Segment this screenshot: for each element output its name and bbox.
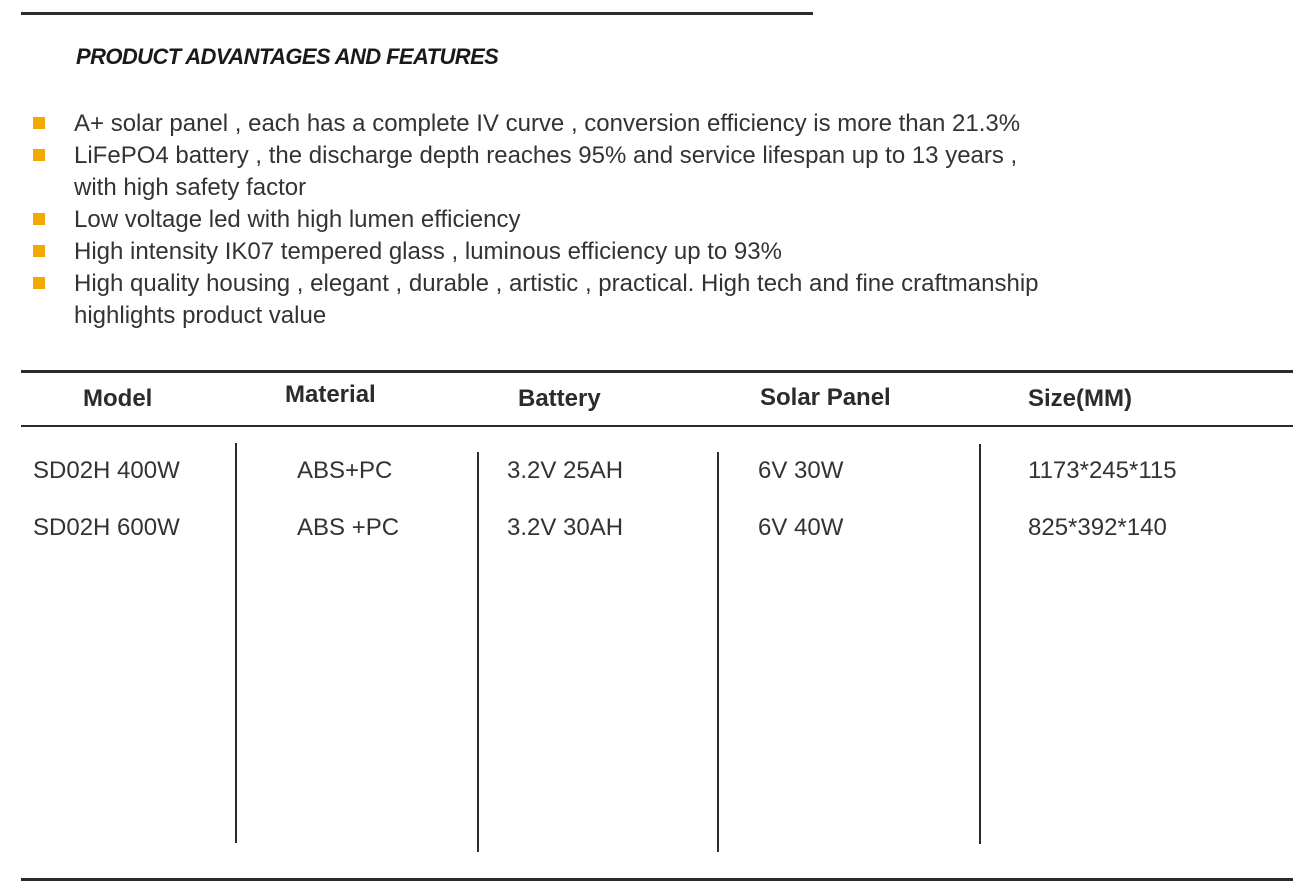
column-divider [235, 443, 237, 843]
cell-model: SD02H 600W [33, 514, 180, 541]
feature-text-line: High intensity IK07 tempered glass , luminous efficiency up to 93% [74, 238, 782, 265]
feature-text-line: A+ solar panel , each has a complete IV curve , conversion efficiency is more than 21.3% [74, 110, 1021, 137]
feature-text-line: with high safety factor [74, 174, 307, 201]
square-bullet-icon [33, 245, 45, 257]
column-divider [477, 452, 479, 852]
cell-battery: 3.2V 25AH [507, 457, 624, 484]
feature-text-line: highlights product value [74, 302, 327, 329]
column-divider [717, 452, 719, 852]
square-bullet-icon [33, 149, 45, 161]
cell-solar-panel: 6V 40W [758, 514, 844, 541]
feature-text-line: Low voltage led with high lumen efficiency [74, 206, 521, 233]
table-header-material: Material [285, 381, 376, 408]
cell-material: ABS+PC [297, 457, 393, 484]
table-header-size: Size(MM) [1028, 385, 1132, 412]
feature-item [30, 204, 1230, 236]
table-header-battery: Battery [518, 385, 601, 412]
feature-item [30, 236, 1230, 268]
features-list [30, 108, 1230, 332]
square-bullet-icon [33, 277, 45, 289]
feature-item [30, 140, 1230, 204]
square-bullet-icon [33, 213, 45, 225]
bottom-divider [21, 878, 1293, 881]
table-header-divider [21, 425, 1293, 427]
table-header-solar-panel: Solar Panel [760, 384, 891, 411]
section-title: PRODUCT ADVANTAGES AND FEATURES [76, 44, 499, 69]
feature-item [30, 268, 1230, 332]
top-divider [21, 12, 813, 15]
feature-item [30, 108, 1230, 140]
cell-size: 825*392*140 [1028, 514, 1167, 541]
feature-text-line: LiFePO4 battery , the discharge depth reaches 95% and service lifespan up to 13 years , [74, 142, 1018, 169]
cell-size: 1173*245*115 [1028, 457, 1177, 484]
cell-battery: 3.2V 30AH [507, 514, 624, 541]
cell-material: ABS +PC [297, 514, 400, 541]
table-top-border [21, 370, 1293, 373]
square-bullet-icon [33, 117, 45, 129]
table-header-model: Model [83, 385, 153, 412]
cell-model: SD02H 400W [33, 457, 180, 484]
cell-solar-panel: 6V 30W [758, 457, 844, 484]
column-divider [979, 444, 981, 844]
feature-text-line: High quality housing , elegant , durable , artistic , practical. High tech and fine craftmanship [74, 270, 1039, 297]
